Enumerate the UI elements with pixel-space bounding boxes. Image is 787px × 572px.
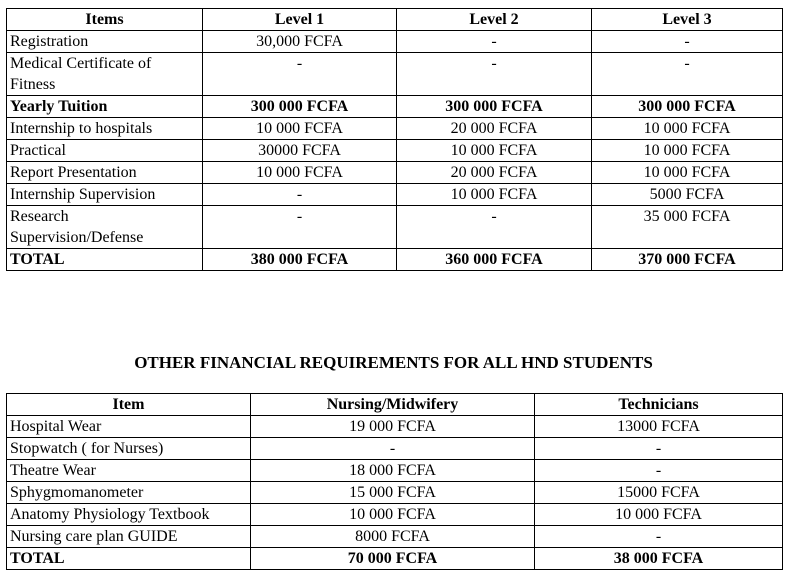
- level-1-cell: 30,000 FCFA: [203, 31, 397, 53]
- level-1-cell: 10 000 FCFA: [203, 162, 397, 184]
- level-1-cell: -: [203, 184, 397, 206]
- technicians-cell: -: [535, 460, 783, 482]
- nursing-cell: 19 000 FCFA: [251, 416, 535, 438]
- level-3-cell: 10 000 FCFA: [592, 162, 783, 184]
- level-3-cell: 300 000 FCFA: [592, 96, 783, 118]
- table-row: [7, 460, 783, 482]
- item-cell: TOTAL: [7, 548, 251, 570]
- level-2-cell: 20 000 FCFA: [397, 118, 592, 140]
- table-row: [7, 53, 783, 96]
- item-cell: Internship Supervision: [7, 184, 203, 206]
- level-1-cell: 10 000 FCFA: [203, 118, 397, 140]
- item-cell: Theatre Wear: [7, 460, 251, 482]
- level-2-cell: 10 000 FCFA: [397, 140, 592, 162]
- nursing-cell: -: [251, 438, 535, 460]
- table-row: [7, 140, 783, 162]
- item-cell: Registration: [7, 31, 203, 53]
- technicians-cell: -: [535, 438, 783, 460]
- table-row: [7, 249, 783, 271]
- table-row: [7, 526, 783, 548]
- nursing-cell: 15 000 FCFA: [251, 482, 535, 504]
- item-cell: Internship to hospitals: [7, 118, 203, 140]
- technicians-cell: -: [535, 526, 783, 548]
- level-2-cell: 10 000 FCFA: [397, 184, 592, 206]
- table-header-row: [7, 9, 783, 31]
- technicians-cell: 15000 FCFA: [535, 482, 783, 504]
- level-3-cell: 10 000 FCFA: [592, 140, 783, 162]
- table-row: [7, 162, 783, 184]
- nursing-cell: 8000 FCFA: [251, 526, 535, 548]
- level-1-cell: 380 000 FCFA: [203, 249, 397, 271]
- table-row: [7, 504, 783, 526]
- table-row: [7, 438, 783, 460]
- level-1-cell: -: [203, 206, 397, 249]
- nursing-cell: 18 000 FCFA: [251, 460, 535, 482]
- item-cell: Medical Certificate of Fitness: [7, 53, 203, 96]
- level-1-cell: -: [203, 53, 397, 96]
- item-cell: Practical: [7, 140, 203, 162]
- table-row: [7, 416, 783, 438]
- level-3-cell: 5000 FCFA: [592, 184, 783, 206]
- table-row: [7, 31, 783, 53]
- item-cell: TOTAL: [7, 249, 203, 271]
- table-row: [7, 184, 783, 206]
- level-fees-body: [7, 31, 783, 271]
- nursing-cell: 10 000 FCFA: [251, 504, 535, 526]
- item-cell: Stopwatch ( for Nurses): [7, 438, 251, 460]
- level-1-cell: 30000 FCFA: [203, 140, 397, 162]
- header-level-2: Level 2: [397, 9, 592, 31]
- nursing-cell: 70 000 FCFA: [251, 548, 535, 570]
- level-3-cell: 370 000 FCFA: [592, 249, 783, 271]
- item-cell: Hospital Wear: [7, 416, 251, 438]
- header-level-1: Level 1: [203, 9, 397, 31]
- level-3-cell: 10 000 FCFA: [592, 118, 783, 140]
- section-title: OTHER FINANCIAL REQUIREMENTS FOR ALL HND STUDENTS: [134, 353, 653, 372]
- table-row: [7, 118, 783, 140]
- technicians-cell: 10 000 FCFA: [535, 504, 783, 526]
- header-level-3: Level 3: [592, 9, 783, 31]
- level-2-cell: 360 000 FCFA: [397, 249, 592, 271]
- level-3-cell: -: [592, 31, 783, 53]
- level-2-cell: -: [397, 31, 592, 53]
- table-row: [7, 482, 783, 504]
- item-cell: Research Supervision/Defense: [7, 206, 203, 249]
- header-items: Items: [7, 9, 203, 31]
- level-2-cell: -: [397, 53, 592, 96]
- other-requirements-table: [6, 393, 783, 570]
- table-row: [7, 548, 783, 570]
- level-2-cell: 20 000 FCFA: [397, 162, 592, 184]
- item-cell: Report Presentation: [7, 162, 203, 184]
- level-2-cell: -: [397, 206, 592, 249]
- level-1-cell: 300 000 FCFA: [203, 96, 397, 118]
- level-2-cell: 300 000 FCFA: [397, 96, 592, 118]
- technicians-cell: 38 000 FCFA: [535, 548, 783, 570]
- level-3-cell: -: [592, 53, 783, 96]
- level-fees-table: [6, 8, 783, 271]
- item-cell: Yearly Tuition: [7, 96, 203, 118]
- table-header-row: [7, 394, 783, 416]
- technicians-cell: 13000 FCFA: [535, 416, 783, 438]
- item-cell: Nursing care plan GUIDE: [7, 526, 251, 548]
- table-row: [7, 96, 783, 118]
- header-item: Item: [7, 394, 251, 416]
- header-nursing: Nursing/Midwifery: [251, 394, 535, 416]
- table-row: [7, 206, 783, 249]
- level-3-cell: 35 000 FCFA: [592, 206, 783, 249]
- header-technicians: Technicians: [535, 394, 783, 416]
- other-requirements-body: [7, 416, 783, 570]
- item-cell: Sphygmomanometer: [7, 482, 251, 504]
- item-cell: Anatomy Physiology Textbook: [7, 504, 251, 526]
